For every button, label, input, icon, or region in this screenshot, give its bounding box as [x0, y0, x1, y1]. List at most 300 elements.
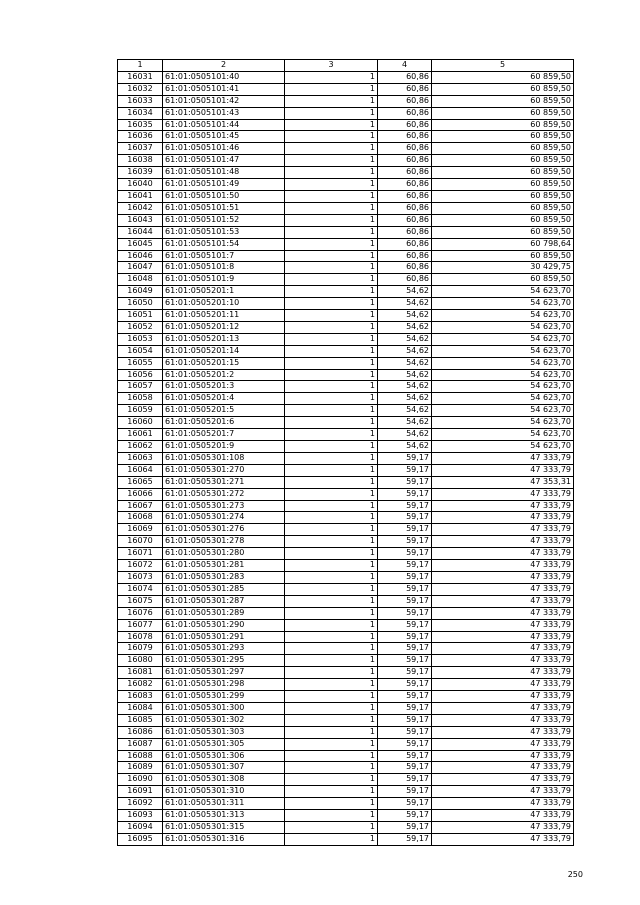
row-number-cell: 16044: [118, 226, 163, 238]
count-cell: 1: [285, 250, 378, 262]
row-number-cell: 16036: [118, 131, 163, 143]
area-cell: 60,86: [378, 179, 432, 191]
area-cell: 59,17: [378, 631, 432, 643]
area-cell: 59,17: [378, 667, 432, 679]
cadastral-number-cell: 61:01:0505201:4: [163, 393, 285, 405]
table-row: [118, 607, 574, 619]
area-cell: 59,17: [378, 619, 432, 631]
row-number-cell: 16031: [118, 71, 163, 83]
cadastral-number-cell: 61:01:0505301:302: [163, 714, 285, 726]
row-number-cell: 16057: [118, 381, 163, 393]
count-cell: 1: [285, 71, 378, 83]
area-cell: 60,86: [378, 202, 432, 214]
cadastral-number-cell: 61:01:0505101:54: [163, 238, 285, 250]
cadastral-number-cell: 61:01:0505301:287: [163, 595, 285, 607]
row-number-cell: 16040: [118, 179, 163, 191]
row-number-cell: 16041: [118, 190, 163, 202]
count-cell: 1: [285, 190, 378, 202]
table-row: [118, 167, 574, 179]
count-cell: 1: [285, 536, 378, 548]
cadastral-number-cell: 61:01:0505101:8: [163, 262, 285, 274]
row-number-cell: 16088: [118, 750, 163, 762]
area-cell: 59,17: [378, 607, 432, 619]
area-cell: 59,17: [378, 774, 432, 786]
row-number-cell: 16089: [118, 762, 163, 774]
row-number-cell: 16078: [118, 631, 163, 643]
table-header: [118, 60, 574, 72]
table-row: [118, 595, 574, 607]
area-cell: 59,17: [378, 512, 432, 524]
table-row: [118, 702, 574, 714]
area-cell: 60,86: [378, 167, 432, 179]
row-number-cell: 16035: [118, 119, 163, 131]
table-row: [118, 310, 574, 322]
count-cell: 1: [285, 798, 378, 810]
row-number-cell: 16063: [118, 452, 163, 464]
amount-cell: 30 429,75: [432, 262, 574, 274]
amount-cell: 60 859,50: [432, 119, 574, 131]
table-row: [118, 345, 574, 357]
amount-cell: 60 859,50: [432, 202, 574, 214]
row-number-cell: 16037: [118, 143, 163, 155]
count-cell: 1: [285, 833, 378, 845]
area-cell: 54,62: [378, 310, 432, 322]
row-number-cell: 16032: [118, 83, 163, 95]
cadastral-number-cell: 61:01:0505101:42: [163, 95, 285, 107]
amount-cell: 60 859,50: [432, 71, 574, 83]
table-row: [118, 667, 574, 679]
row-number-cell: 16087: [118, 738, 163, 750]
area-cell: 59,17: [378, 691, 432, 703]
cadastral-number-cell: 61:01:0505201:15: [163, 357, 285, 369]
count-cell: 1: [285, 143, 378, 155]
cadastral-number-cell: 61:01:0505301:108: [163, 452, 285, 464]
table-row: [118, 619, 574, 631]
row-number-cell: 16061: [118, 429, 163, 441]
amount-cell: 54 623,70: [432, 393, 574, 405]
count-cell: 1: [285, 357, 378, 369]
area-cell: 54,62: [378, 429, 432, 441]
cadastral-number-cell: 61:01:0505301:315: [163, 822, 285, 834]
row-number-cell: 16047: [118, 262, 163, 274]
area-cell: 59,17: [378, 679, 432, 691]
row-number-cell: 16080: [118, 655, 163, 667]
cadastral-number-cell: 61:01:0505101:43: [163, 107, 285, 119]
cadastral-number-cell: 61:01:0505101:50: [163, 190, 285, 202]
amount-cell: 54 623,70: [432, 441, 574, 453]
count-cell: 1: [285, 286, 378, 298]
count-cell: 1: [285, 310, 378, 322]
count-cell: 1: [285, 476, 378, 488]
amount-cell: 54 623,70: [432, 405, 574, 417]
cadastral-number-cell: 61:01:0505201:14: [163, 345, 285, 357]
cadastral-number-cell: 61:01:0505301:280: [163, 548, 285, 560]
cadastral-number-cell: 61:01:0505101:52: [163, 214, 285, 226]
table-row: [118, 429, 574, 441]
cadastral-number-cell: 61:01:0505101:9: [163, 274, 285, 286]
column-header-1: 1: [118, 60, 163, 72]
amount-cell: 54 623,70: [432, 429, 574, 441]
table-row: [118, 774, 574, 786]
row-number-cell: 16046: [118, 250, 163, 262]
table-row: [118, 286, 574, 298]
area-cell: 59,17: [378, 583, 432, 595]
count-cell: 1: [285, 381, 378, 393]
amount-cell: 54 623,70: [432, 345, 574, 357]
amount-cell: 47 333,79: [432, 667, 574, 679]
row-number-cell: 16033: [118, 95, 163, 107]
amount-cell: 47 333,79: [432, 571, 574, 583]
count-cell: 1: [285, 679, 378, 691]
table-row: [118, 250, 574, 262]
count-cell: 1: [285, 83, 378, 95]
table-row: [118, 202, 574, 214]
count-cell: 1: [285, 810, 378, 822]
row-number-cell: 16055: [118, 357, 163, 369]
cadastral-number-cell: 61:01:0505101:7: [163, 250, 285, 262]
count-cell: 1: [285, 488, 378, 500]
amount-cell: 47 333,79: [432, 679, 574, 691]
amount-cell: 60 859,50: [432, 107, 574, 119]
table-row: [118, 833, 574, 845]
row-number-cell: 16069: [118, 524, 163, 536]
count-cell: 1: [285, 583, 378, 595]
table-row: [118, 405, 574, 417]
count-cell: 1: [285, 643, 378, 655]
table-row: [118, 143, 574, 155]
area-cell: 59,17: [378, 571, 432, 583]
amount-cell: 47 333,79: [432, 464, 574, 476]
row-number-cell: 16082: [118, 679, 163, 691]
table-row: [118, 691, 574, 703]
count-cell: 1: [285, 214, 378, 226]
cadastral-number-cell: 61:01:0505101:44: [163, 119, 285, 131]
area-cell: 59,17: [378, 810, 432, 822]
area-cell: 60,86: [378, 250, 432, 262]
count-cell: 1: [285, 167, 378, 179]
amount-cell: 47 333,79: [432, 631, 574, 643]
amount-cell: 47 333,79: [432, 833, 574, 845]
count-cell: 1: [285, 441, 378, 453]
count-cell: 1: [285, 333, 378, 345]
table-row: [118, 786, 574, 798]
cadastral-number-cell: 61:01:0505301:303: [163, 726, 285, 738]
area-cell: 59,17: [378, 786, 432, 798]
cadastral-number-cell: 61:01:0505301:273: [163, 500, 285, 512]
cadastral-number-cell: 61:01:0505301:297: [163, 667, 285, 679]
row-number-cell: 16071: [118, 548, 163, 560]
table-row: [118, 298, 574, 310]
table-row: [118, 524, 574, 536]
table-row: [118, 643, 574, 655]
table-body: [118, 71, 574, 845]
row-number-cell: 16051: [118, 310, 163, 322]
area-cell: 59,17: [378, 488, 432, 500]
amount-cell: 47 333,79: [432, 714, 574, 726]
area-cell: 60,86: [378, 238, 432, 250]
table-row: [118, 548, 574, 560]
area-cell: 59,17: [378, 548, 432, 560]
area-cell: 60,86: [378, 71, 432, 83]
cadastral-number-cell: 61:01:0505301:274: [163, 512, 285, 524]
row-number-cell: 16045: [118, 238, 163, 250]
area-cell: 54,62: [378, 345, 432, 357]
amount-cell: 47 333,79: [432, 702, 574, 714]
table-row: [118, 357, 574, 369]
column-header-4: 4: [378, 60, 432, 72]
count-cell: 1: [285, 738, 378, 750]
row-number-cell: 16054: [118, 345, 163, 357]
cadastral-number-cell: 61:01:0505301:283: [163, 571, 285, 583]
area-cell: 59,17: [378, 822, 432, 834]
row-number-cell: 16049: [118, 286, 163, 298]
cadastral-number-cell: 61:01:0505301:281: [163, 560, 285, 572]
row-number-cell: 16053: [118, 333, 163, 345]
area-cell: 59,17: [378, 702, 432, 714]
count-cell: 1: [285, 500, 378, 512]
cadastral-number-cell: 61:01:0505301:295: [163, 655, 285, 667]
cadastral-number-cell: 61:01:0505301:293: [163, 643, 285, 655]
area-cell: 60,86: [378, 131, 432, 143]
count-cell: 1: [285, 822, 378, 834]
area-cell: 59,17: [378, 798, 432, 810]
area-cell: 59,17: [378, 833, 432, 845]
row-number-cell: 16083: [118, 691, 163, 703]
area-cell: 59,17: [378, 500, 432, 512]
row-number-cell: 16084: [118, 702, 163, 714]
count-cell: 1: [285, 571, 378, 583]
count-cell: 1: [285, 298, 378, 310]
count-cell: 1: [285, 369, 378, 381]
count-cell: 1: [285, 119, 378, 131]
count-cell: 1: [285, 726, 378, 738]
table-row: [118, 381, 574, 393]
row-number-cell: 16085: [118, 714, 163, 726]
count-cell: 1: [285, 655, 378, 667]
area-cell: 59,17: [378, 714, 432, 726]
table-row: [118, 583, 574, 595]
area-cell: 54,62: [378, 357, 432, 369]
row-number-cell: 16059: [118, 405, 163, 417]
amount-cell: 47 333,79: [432, 607, 574, 619]
table-row: [118, 750, 574, 762]
table-row: [118, 464, 574, 476]
table-row: [118, 536, 574, 548]
page-number: 250: [567, 870, 583, 879]
table-row: [118, 726, 574, 738]
table-row: [118, 321, 574, 333]
column-header-3: 3: [285, 60, 378, 72]
amount-cell: 47 333,79: [432, 560, 574, 572]
cadastral-number-cell: 61:01:0505201:10: [163, 298, 285, 310]
amount-cell: 47 353,31: [432, 476, 574, 488]
row-number-cell: 16091: [118, 786, 163, 798]
area-cell: 60,86: [378, 190, 432, 202]
area-cell: 59,17: [378, 452, 432, 464]
row-number-cell: 16068: [118, 512, 163, 524]
row-number-cell: 16077: [118, 619, 163, 631]
count-cell: 1: [285, 631, 378, 643]
count-cell: 1: [285, 226, 378, 238]
area-cell: 54,62: [378, 298, 432, 310]
area-cell: 54,62: [378, 393, 432, 405]
table-row: [118, 131, 574, 143]
amount-cell: 60 859,50: [432, 214, 574, 226]
count-cell: 1: [285, 595, 378, 607]
amount-cell: 47 333,79: [432, 452, 574, 464]
area-cell: 60,86: [378, 214, 432, 226]
count-cell: 1: [285, 405, 378, 417]
amount-cell: 60 859,50: [432, 167, 574, 179]
row-number-cell: 16066: [118, 488, 163, 500]
cadastral-number-cell: 61:01:0505301:311: [163, 798, 285, 810]
amount-cell: 47 333,79: [432, 643, 574, 655]
row-number-cell: 16092: [118, 798, 163, 810]
count-cell: 1: [285, 560, 378, 572]
area-cell: 60,86: [378, 262, 432, 274]
amount-cell: 60 798,64: [432, 238, 574, 250]
count-cell: 1: [285, 714, 378, 726]
count-cell: 1: [285, 321, 378, 333]
table-row: [118, 262, 574, 274]
table-row: [118, 631, 574, 643]
area-cell: 60,86: [378, 226, 432, 238]
cadastral-number-cell: 61:01:0505201:6: [163, 417, 285, 429]
cadastral-number-cell: 61:01:0505301:305: [163, 738, 285, 750]
area-cell: 59,17: [378, 524, 432, 536]
cadastral-number-cell: 61:01:0505301:272: [163, 488, 285, 500]
amount-cell: 60 859,50: [432, 143, 574, 155]
area-cell: 54,62: [378, 286, 432, 298]
area-cell: 59,17: [378, 762, 432, 774]
area-cell: 54,62: [378, 333, 432, 345]
cadastral-number-cell: 61:01:0505101:45: [163, 131, 285, 143]
amount-cell: 54 623,70: [432, 321, 574, 333]
area-cell: 59,17: [378, 476, 432, 488]
row-number-cell: 16086: [118, 726, 163, 738]
amount-cell: 60 859,50: [432, 250, 574, 262]
cadastral-number-cell: 61:01:0505301:313: [163, 810, 285, 822]
amount-cell: 54 623,70: [432, 369, 574, 381]
count-cell: 1: [285, 512, 378, 524]
row-number-cell: 16093: [118, 810, 163, 822]
row-number-cell: 16095: [118, 833, 163, 845]
cadastral-number-cell: 61:01:0505101:47: [163, 155, 285, 167]
count-cell: 1: [285, 179, 378, 191]
cadastral-number-cell: 61:01:0505101:51: [163, 202, 285, 214]
area-cell: 59,17: [378, 643, 432, 655]
row-number-cell: 16048: [118, 274, 163, 286]
amount-cell: 54 623,70: [432, 417, 574, 429]
area-cell: 54,62: [378, 405, 432, 417]
row-number-cell: 16074: [118, 583, 163, 595]
column-header-2: 2: [163, 60, 285, 72]
cadastral-number-cell: 61:01:0505301:289: [163, 607, 285, 619]
amount-cell: 47 333,79: [432, 738, 574, 750]
cadastral-number-cell: 61:01:0505201:5: [163, 405, 285, 417]
cadastral-number-cell: 61:01:0505101:49: [163, 179, 285, 191]
row-number-cell: 16043: [118, 214, 163, 226]
table-row: [118, 476, 574, 488]
count-cell: 1: [285, 786, 378, 798]
count-cell: 1: [285, 464, 378, 476]
amount-cell: 47 333,79: [432, 655, 574, 667]
area-cell: 60,86: [378, 155, 432, 167]
count-cell: 1: [285, 131, 378, 143]
count-cell: 1: [285, 155, 378, 167]
table-row: [118, 71, 574, 83]
table-row: [118, 95, 574, 107]
count-cell: 1: [285, 107, 378, 119]
area-cell: 54,62: [378, 441, 432, 453]
count-cell: 1: [285, 429, 378, 441]
table-row: [118, 738, 574, 750]
table-row: [118, 190, 574, 202]
amount-cell: 47 333,79: [432, 548, 574, 560]
table-row: [118, 119, 574, 131]
table-row: [118, 679, 574, 691]
cadastral-number-cell: 61:01:0505301:271: [163, 476, 285, 488]
cadastral-number-cell: 61:01:0505301:307: [163, 762, 285, 774]
amount-cell: 60 859,50: [432, 226, 574, 238]
count-cell: 1: [285, 262, 378, 274]
cadastral-number-cell: 61:01:0505201:9: [163, 441, 285, 453]
amount-cell: 60 859,50: [432, 95, 574, 107]
row-number-cell: 16070: [118, 536, 163, 548]
table-row: [118, 417, 574, 429]
amount-cell: 47 333,79: [432, 619, 574, 631]
cadastral-number-cell: 61:01:0505301:290: [163, 619, 285, 631]
row-number-cell: 16042: [118, 202, 163, 214]
row-number-cell: 16039: [118, 167, 163, 179]
area-cell: 54,62: [378, 417, 432, 429]
table-row: [118, 810, 574, 822]
row-number-cell: 16052: [118, 321, 163, 333]
area-cell: 59,17: [378, 726, 432, 738]
area-cell: 60,86: [378, 274, 432, 286]
cadastral-number-cell: 61:01:0505201:3: [163, 381, 285, 393]
amount-cell: 54 623,70: [432, 298, 574, 310]
count-cell: 1: [285, 691, 378, 703]
table-row: [118, 512, 574, 524]
amount-cell: 54 623,70: [432, 333, 574, 345]
cadastral-number-cell: 61:01:0505201:12: [163, 321, 285, 333]
count-cell: 1: [285, 452, 378, 464]
table-row: [118, 83, 574, 95]
area-cell: 60,86: [378, 119, 432, 131]
table-row: [118, 500, 574, 512]
table-row: [118, 441, 574, 453]
amount-cell: 47 333,79: [432, 536, 574, 548]
table-row: [118, 393, 574, 405]
amount-cell: 47 333,79: [432, 750, 574, 762]
amount-cell: 47 333,79: [432, 583, 574, 595]
count-cell: 1: [285, 702, 378, 714]
count-cell: 1: [285, 667, 378, 679]
row-number-cell: 16038: [118, 155, 163, 167]
amount-cell: 47 333,79: [432, 488, 574, 500]
area-cell: 60,86: [378, 95, 432, 107]
row-number-cell: 16062: [118, 441, 163, 453]
row-number-cell: 16034: [118, 107, 163, 119]
row-number-cell: 16075: [118, 595, 163, 607]
cadastral-number-cell: 61:01:0505301:316: [163, 833, 285, 845]
amount-cell: 47 333,79: [432, 726, 574, 738]
row-number-cell: 16081: [118, 667, 163, 679]
table-row: [118, 238, 574, 250]
area-cell: 54,62: [378, 369, 432, 381]
header-row: [118, 60, 574, 72]
